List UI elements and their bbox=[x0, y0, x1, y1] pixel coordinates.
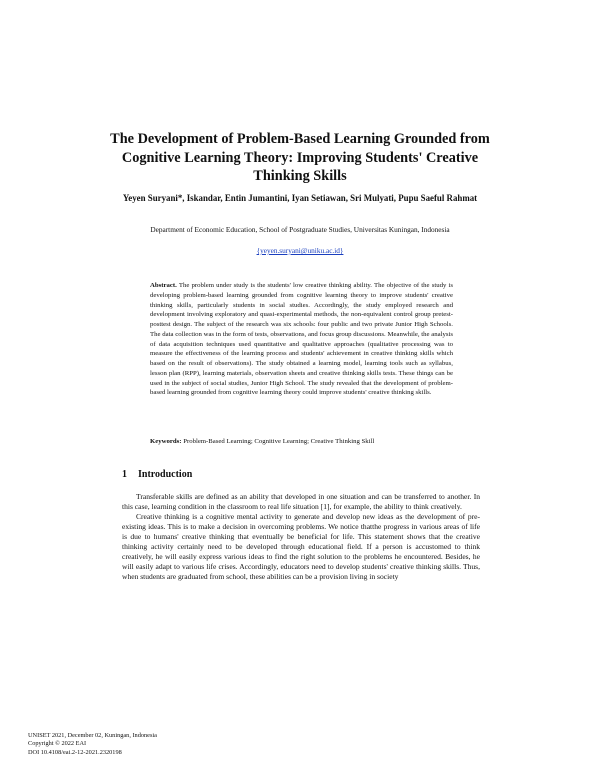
paragraph: Transferable skills are defined as an ability that developed in one situation and can be transferred to another. In this case, learning condition in the classroom to real life situation [1], for example, the ability to think creatively. bbox=[122, 492, 480, 512]
abstract-text: The problem under study is the students' low creative thinking ability. The objective of the study is developing problem-based learning grounded from cognitive learning theory to improve students' creative thinking skills, particularly students in social studies. Accordingly, the study employed research and development involving exploratory and quasi-experimental methods, the non-equivalent control group pretest-posttest design. The subject of the research was six schools: four public and two private Junior High Schools. The data collection was in the form of tests, observations, and focus group discussions. Meanwhile, the analysis of data acquisition techniques used quantitative and qualitative approaches (qualitative processing was to measure the effectiveness of the learning process and students' achievement in creative thinking skills which based on the result of observations). The study obtained a learning model, learning tools such as syllabus, lesson plan (RPP), learning materials, observation sheets and creative thinking skills tests. These things can be used in the subject of social studies, Junior High School. The study revealed that the development of problem-based learning grounded from cognitive learning theory could improve students' creative thinking skills. bbox=[150, 282, 453, 397]
author-list: Yeyen Suryani*, Iskandar, Entin Jumantini, Iyan Setiawan, Sri Mulyati, Pupu Saeful Rahmat bbox=[122, 193, 478, 203]
keywords-text: Problem-Based Learning; Cognitive Learning; Creative Thinking Skill bbox=[183, 438, 375, 445]
keywords-label: Keywords: bbox=[150, 438, 182, 445]
footer-doi: DOI 10.4108/eai.2-12-2021.2320198 bbox=[28, 748, 122, 756]
paragraph: Creative thinking is a cognitive mental activity to generate and develop new ideas as the development of pre-existing ideas. This is to make a decision in overcoming problems. We notice thatthe progress in various areas of life is due to humans' creative thinking that eventually be beneficial for life. This statement shows that the creative thinking activity certainly need to be developed through educational field. If a person is accustomed to think creatively, he will easily express various ideas to find the right solution to the problems he encountered. Besides, he will easily adapt to various life crises. Accordingly, educators need to develop students' creative thinking skills. Thus, when students are graduated from school, these abilities can be a provision living in society bbox=[122, 512, 480, 582]
keywords bbox=[150, 437, 453, 446]
section-heading bbox=[122, 469, 192, 480]
abstract-label: Abstract. bbox=[150, 282, 177, 289]
footer-conference: UNISET 2021, December 02, Kuningan, Indonesia bbox=[28, 732, 157, 739]
affiliation: Department of Economic Education, School of Postgraduate Studies, Universitas Kuningan, Indonesia bbox=[150, 225, 450, 234]
section-title: Introduction bbox=[138, 469, 193, 480]
footer-copyright: Copyright © 2022 EAI bbox=[28, 740, 87, 748]
paper-title: The Development of Problem-Based Learning Grounded from Cognitive Learning Theory: Improving Students' Creative Thinking Skills bbox=[110, 131, 490, 184]
body-text bbox=[122, 492, 480, 582]
abstract bbox=[150, 281, 453, 398]
section-number: 1 bbox=[122, 469, 127, 480]
email-link[interactable]: {yeyen.suryani@uniku.ac.id} bbox=[256, 246, 344, 255]
email-line bbox=[200, 246, 400, 255]
page-footer bbox=[28, 732, 157, 757]
